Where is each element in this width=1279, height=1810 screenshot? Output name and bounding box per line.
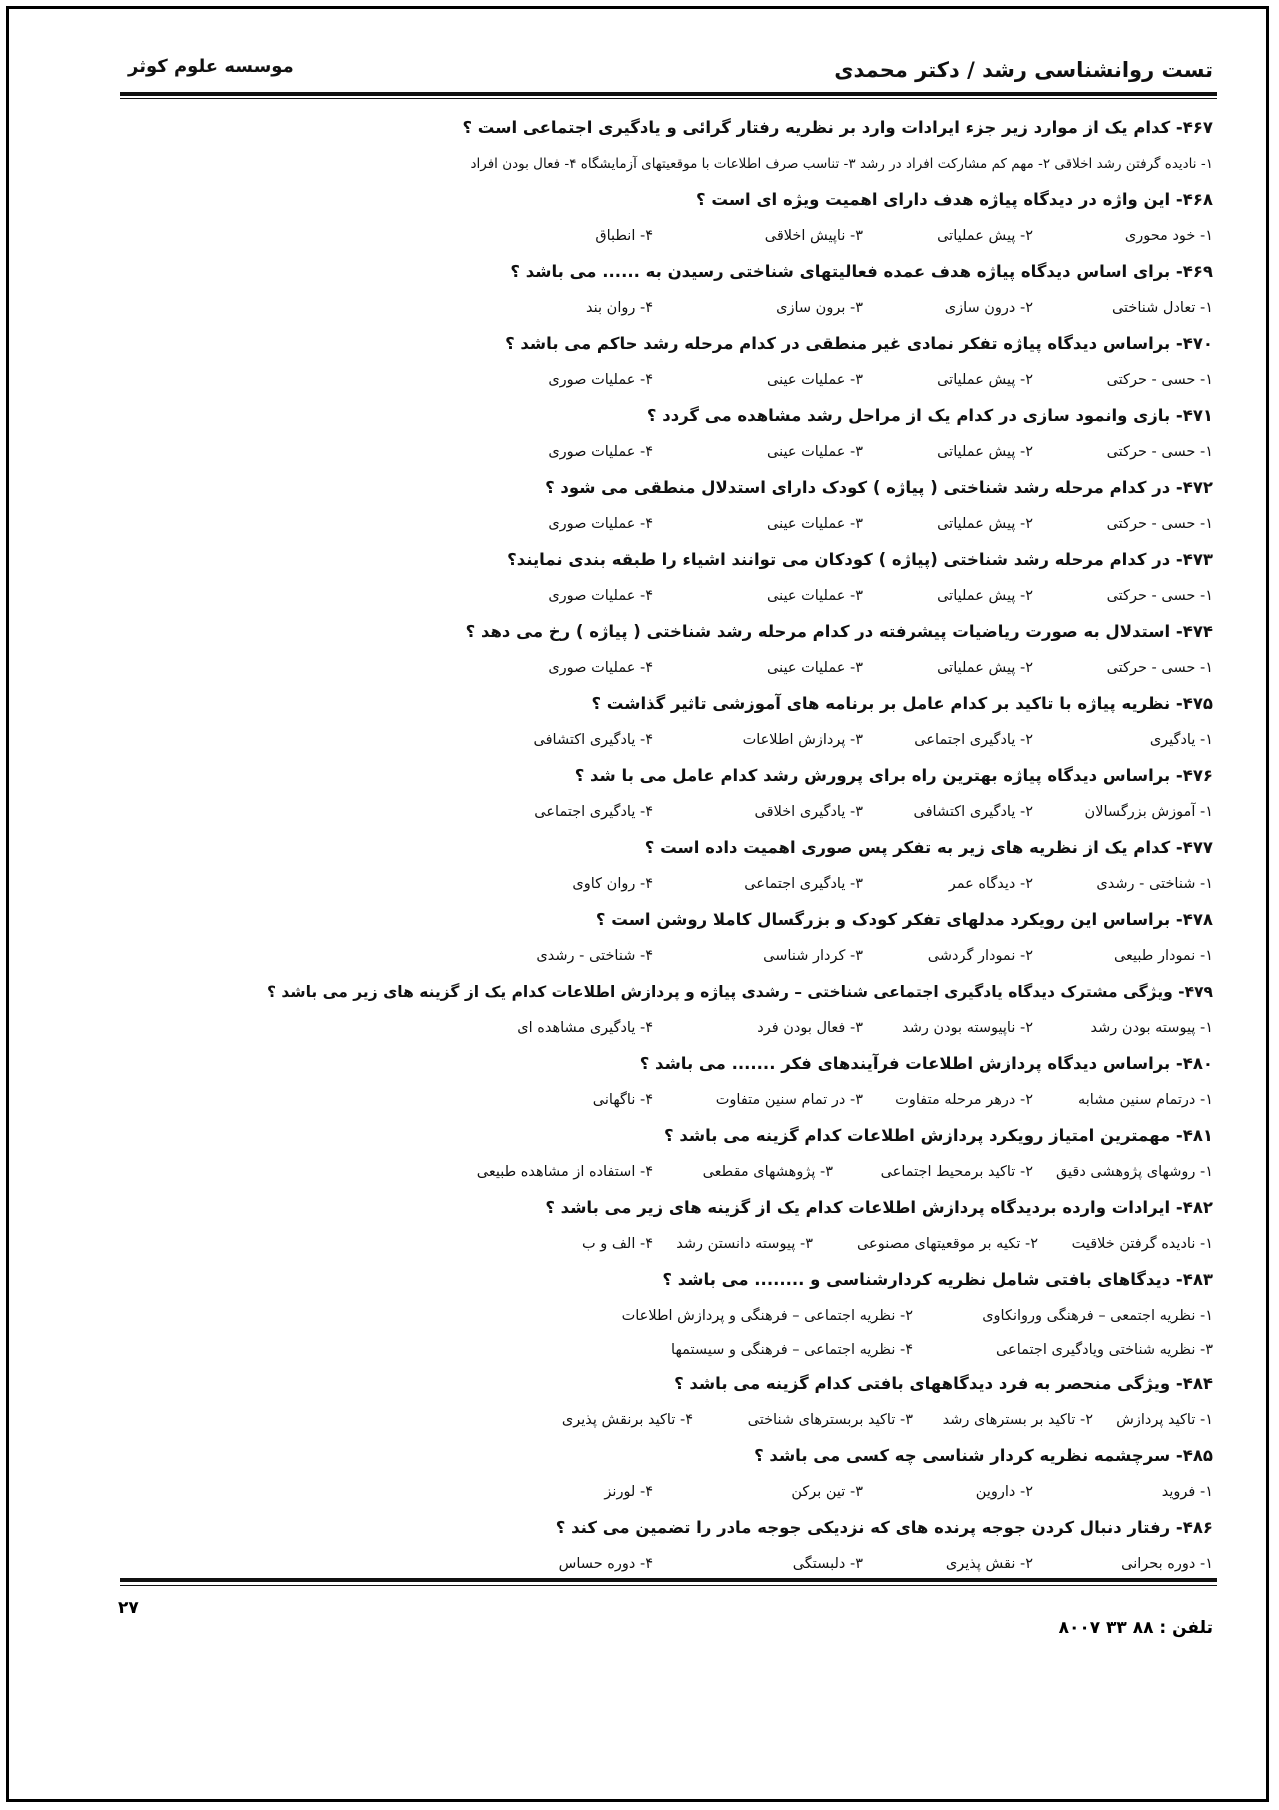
option-4: ۴- دوره حساس	[558, 1556, 653, 1572]
header-rule	[120, 92, 1217, 96]
option-3: ۳- عملیات عینی	[766, 516, 863, 532]
option-1: ۱- شناختی - رشدی	[1096, 876, 1213, 892]
option-4: ۴- انطباق	[595, 228, 653, 244]
question-item	[120, 542, 1213, 614]
option-1: ۱- آموزش بزرگسالان	[1084, 804, 1213, 820]
option-3: ۳- در تمام سنین متفاوت	[715, 1092, 863, 1108]
options-row	[120, 1546, 1213, 1582]
option-2: ۲- یادگیری اجتماعی	[914, 732, 1033, 748]
options-row	[120, 866, 1213, 902]
option-3: ۳- عملیات عینی	[766, 444, 863, 460]
option-1: ۱- یادگیری	[1149, 732, 1213, 748]
question-stem: ۴۷۴- استدلال به صورت ریاضیات پیشرفته در کدام مرحله رشد شناختی ( پیاژه ) رخ می دهد ؟	[465, 622, 1213, 641]
option-4: ۴- عملیات صوری	[548, 516, 653, 532]
option-3: ۳- ناپیش اخلاقی	[764, 228, 863, 244]
question-item	[120, 614, 1213, 686]
option-3: ۳- تاکید بربسترهای شناختی	[747, 1412, 913, 1428]
footer-rule-thin	[120, 1585, 1217, 1586]
page-number: ۲۷	[118, 1598, 139, 1618]
option-4: ۴- شناختی - رشدی	[536, 948, 653, 964]
option-4: ۴- یادگیری مشاهده ای	[517, 1020, 653, 1036]
option-2: ۲- درهر مرحله متفاوت	[895, 1092, 1033, 1108]
options-row	[120, 362, 1213, 398]
option-1: ۱- حسی - حرکتی	[1106, 444, 1213, 460]
option-1: ۱- نظریه اجتمعی – فرهنگی وروانکاوی	[982, 1308, 1213, 1324]
question-stem: ۴۷۰- براساس دیدگاه پیاژه تفکر نمادی غیر منطقی در کدام مرحله رشد حاکم می باشد ؟	[505, 334, 1213, 353]
options-row	[120, 1226, 1213, 1262]
option-4: ۴- لورنز	[604, 1484, 653, 1500]
options-row	[120, 506, 1213, 542]
option-1: ۱- پیوسته بودن رشد	[1090, 1020, 1213, 1036]
options-row	[120, 1082, 1213, 1118]
option-3: ۳- نظریه شناختی ویادگیری اجتماعی	[995, 1342, 1213, 1358]
option-3: ۳- عملیات عینی	[766, 588, 863, 604]
question-list	[120, 110, 1213, 1582]
option-3: ۳- یادگیری اخلاقی	[754, 804, 863, 820]
question-stem: ۴۸۱- مهمترین امتیاز رویکرد پردازش اطلاعات کدام گزینه می باشد ؟	[664, 1126, 1213, 1145]
option: ۱- نادیده گرفتن رشد اخلاقی ۲- مهم کم مشارکت افراد در رشد ۳- تناسب صرف اطلاعات با موقعیتهای آزمایشگاه ۴- فعال بودن افراد	[470, 156, 1213, 172]
option-3: ۳- برون سازی	[776, 300, 863, 316]
question-stem: ۴۸۴- ویژگی منحصر به فرد دیدگاههای بافتی کدام گزینه می باشد ؟	[674, 1374, 1213, 1393]
option-1: ۱- حسی - حرکتی	[1106, 588, 1213, 604]
question-stem: ۴۸۰- براساس دیدگاه پردازش اطلاعات فرآیندهای فکر ....... می باشد ؟	[639, 1054, 1213, 1073]
question-stem: ۴۷۱- بازی وانمود سازی در کدام یک از مراحل رشد مشاهده می گردد ؟	[646, 406, 1213, 425]
option-2: ۲- نظریه اجتماعی – فرهنگی و پردازش اطلاعات	[621, 1308, 913, 1324]
option-1: ۱- خود محوری	[1124, 228, 1213, 244]
option-1: ۱- درتمام سنین مشابه	[1078, 1092, 1213, 1108]
option-3: ۳- یادگیری اجتماعی	[744, 876, 863, 892]
option-4: ۴- یادگیری اکتشافی	[533, 732, 653, 748]
question-item	[120, 110, 1213, 182]
option-2: ۲- دیدگاه عمر	[948, 876, 1033, 892]
option-3: ۳- دلبستگی	[792, 1556, 863, 1572]
question-item	[120, 1118, 1213, 1190]
header-rule-thin	[120, 98, 1217, 99]
institute-name: موسسه علوم کوثر	[128, 56, 294, 77]
question-stem: ۴۸۲- ایرادات وارده بردیدگاه پردازش اطلاعات کدام یک از گزینه های زیر می باشد ؟	[545, 1198, 1213, 1217]
question-item	[120, 758, 1213, 830]
options-row	[120, 1474, 1213, 1510]
option-4: ۴- عملیات صوری	[548, 444, 653, 460]
option-4: ۴- روان کاوی	[572, 876, 653, 892]
option-3: ۳- کردار شناسی	[763, 948, 863, 964]
question-item	[120, 1510, 1213, 1582]
question-item	[120, 326, 1213, 398]
option-2: ۲- پیش عملیاتی	[937, 228, 1033, 244]
option-4: ۴- نظریه اجتماعی – فرهنگی و سیستمها	[671, 1342, 913, 1358]
option-2: ۲- درون سازی	[944, 300, 1033, 316]
option-2: ۲- نقش پذیری	[945, 1556, 1033, 1572]
phone-number: تلفن : ۸۸ ۳۳ ۸۰۰۷	[1058, 1618, 1213, 1638]
question-stem: ۴۶۸- این واژه در دیدگاه پیاژه هدف دارای اهمیت ویژه ای است ؟	[696, 190, 1213, 209]
question-stem: ۴۷۳- در کدام مرحله رشد شناختی (پیاژه ) کودکان می توانند اشیاء را طبقه بندی نمایند؟	[507, 550, 1213, 569]
question-stem: ۴۷۲- در کدام مرحله رشد شناختی ( پیاژه ) کودک دارای استدلال منطقی می شود ؟	[545, 478, 1213, 497]
option-1: ۱- حسی - حرکتی	[1106, 660, 1213, 676]
question-item	[120, 1262, 1213, 1366]
question-stem: ۴۸۳- دیدگاهای بافتی شامل نظریه کردارشناسی و ........ می باشد ؟	[662, 1270, 1213, 1289]
question-item	[120, 830, 1213, 902]
option-4: ۴- استفاده از مشاهده طبیعی	[476, 1164, 653, 1180]
question-stem: ۴۶۹- برای اساس دیدگاه پیاژه هدف عمده فعالیتهای شناختی رسیدن به ...... می باشد ؟	[510, 262, 1213, 281]
option-2: ۲- پیش عملیاتی	[937, 444, 1033, 460]
question-item	[120, 1366, 1213, 1438]
option-1: ۱- تاکید پردازش	[1116, 1412, 1213, 1428]
question-stem: ۴۷۷- کدام یک از نظریه های زیر به تفکر پس صوری اهمیت داده است ؟	[644, 838, 1213, 857]
question-item	[120, 1190, 1213, 1262]
question-item	[120, 686, 1213, 758]
options-row	[120, 722, 1213, 758]
options-row	[120, 146, 1213, 182]
options-row	[120, 1298, 1213, 1332]
option-1: ۱- نمودار طبیعی	[1113, 948, 1213, 964]
option-2: ۲- تاکید برمحیط اجتماعی	[880, 1164, 1033, 1180]
option-2: ۲- پیش عملیاتی	[937, 372, 1033, 388]
option-1: ۱- تعادل شناختی	[1111, 300, 1213, 316]
options-row	[120, 1332, 1213, 1366]
options-row	[120, 1154, 1213, 1190]
page-header	[128, 58, 1213, 88]
option-2: ۲- تکیه بر موقعیتهای مصنوعی	[856, 1236, 1038, 1252]
option-4: ۴- عملیات صوری	[548, 588, 653, 604]
option-2: ۲- داروین	[975, 1484, 1033, 1500]
option-1: ۱- دوره بحرانی	[1121, 1556, 1213, 1572]
question-stem: ۴۸۶- رفتار دنبال کردن جوجه پرنده های که نزدیکی جوجه مادر را تضمین می کند ؟	[555, 1518, 1213, 1537]
question-item	[120, 254, 1213, 326]
question-item	[120, 974, 1213, 1046]
question-item	[120, 182, 1213, 254]
option-2: ۲- پیش عملیاتی	[937, 588, 1033, 604]
option-3: ۳- عملیات عینی	[766, 372, 863, 388]
option-3: ۳- پیوسته دانستن رشد	[676, 1236, 813, 1252]
option-3: ۳- عملیات عینی	[766, 660, 863, 676]
option-1: ۱- حسی - حرکتی	[1106, 516, 1213, 532]
options-row	[120, 218, 1213, 254]
option-4: ۴- عملیات صوری	[548, 660, 653, 676]
question-stem: ۴۷۸- براساس این رویکرد مدلهای تفکر کودک و بزرگسال کاملا روشن است ؟	[595, 910, 1213, 929]
option-3: ۳- پردازش اطلاعات	[742, 732, 863, 748]
options-row	[120, 938, 1213, 974]
option-1: ۱- نادیده گرفتن خلاقیت	[1071, 1236, 1213, 1252]
option-4: ۴- یادگیری اجتماعی	[534, 804, 653, 820]
option-4: ۴- الف و ب	[582, 1236, 653, 1252]
question-stem: ۴۷۵- نظریه پیاژه با تاکید بر کدام عامل بر برنامه های آموزشی تاثیر گذاشت ؟	[591, 694, 1213, 713]
option-1: ۱- فروید	[1161, 1484, 1213, 1500]
option-4: ۴- ناگهانی	[592, 1092, 653, 1108]
question-item	[120, 398, 1213, 470]
document-title: تست روانشناسی رشد / دکتر محمدی	[834, 58, 1213, 82]
option-2: ۲- ناپیوسته بودن رشد	[902, 1020, 1033, 1036]
question-item	[120, 1046, 1213, 1118]
options-row	[120, 650, 1213, 686]
options-row	[120, 578, 1213, 614]
option-1: ۱- روشهای پژوهشی دقیق	[1055, 1164, 1213, 1180]
options-row	[120, 1402, 1213, 1438]
options-row	[120, 1010, 1213, 1046]
options-row	[120, 794, 1213, 830]
question-item	[120, 1438, 1213, 1510]
option-2: ۲- تاکید بر بسترهای رشد	[942, 1412, 1093, 1428]
question-stem: ۴۷۹- ویژگی مشترک دیدگاه یادگیری اجتماعی شناختی – رشدی پیاژه و پردازش اطلاعات کدام یک از گزینه های زیر می باشد ؟	[267, 983, 1213, 1001]
option-2: ۲- پیش عملیاتی	[937, 660, 1033, 676]
question-item	[120, 470, 1213, 542]
question-stem: ۴۸۵- سرچشمه نظریه کردار شناسی چه کسی می باشد ؟	[754, 1446, 1213, 1465]
options-row	[120, 434, 1213, 470]
option-3: ۳- پژوهشهای مقطعی	[702, 1164, 833, 1180]
option-4: ۴- عملیات صوری	[548, 372, 653, 388]
option-3: ۳- تین برکن	[791, 1484, 863, 1500]
option-2: ۲- نمودار گردشی	[927, 948, 1033, 964]
options-row	[120, 290, 1213, 326]
option-2: ۲- یادگیری اکتشافی	[913, 804, 1033, 820]
option-4: ۴- روان بند	[586, 300, 653, 316]
option-1: ۱- حسی - حرکتی	[1106, 372, 1213, 388]
question-item	[120, 902, 1213, 974]
question-stem: ۴۶۷- کدام یک از موارد زیر جزء ایرادات وارد بر نظریه رفتار گرائی و یادگیری اجتماعی است ؟	[462, 118, 1213, 137]
question-stem: ۴۷۶- براساس دیدگاه پیاژه بهترین راه برای پرورش رشد کدام عامل می با شد ؟	[574, 766, 1213, 785]
option-2: ۲- پیش عملیاتی	[937, 516, 1033, 532]
option-4: ۴- تاکید برنقش پذیری	[561, 1412, 693, 1428]
footer-rule	[120, 1578, 1217, 1582]
option-3: ۳- فعال بودن فرد	[757, 1020, 863, 1036]
